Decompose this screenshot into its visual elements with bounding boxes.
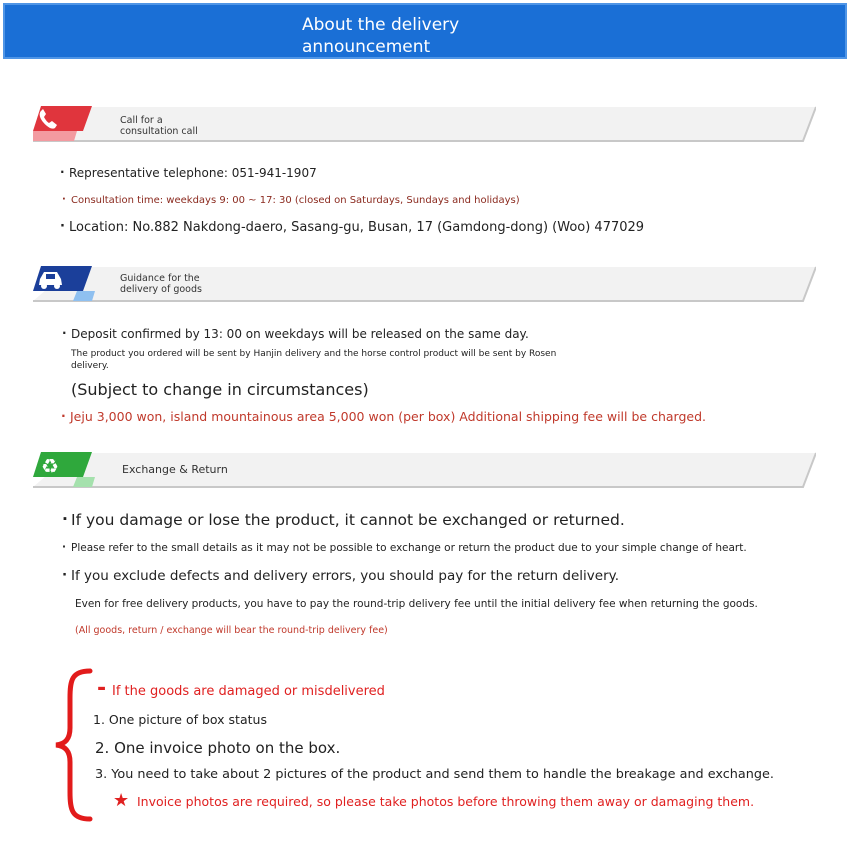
section-header-exchange (33, 452, 816, 489)
carrier-line-1: The product you ordered will be sent by Hanjin delivery and the horse control product will be sent by Rosen (71, 349, 557, 359)
section-header-call (33, 106, 816, 143)
dash-mark: - (97, 676, 107, 701)
step-1: 1. One picture of box status (93, 712, 267, 727)
section-label: Call for a consultation call (120, 115, 198, 137)
phone-icon (33, 106, 67, 134)
page-title: About the delivery announcement (302, 15, 460, 57)
brace-mark (52, 668, 97, 822)
consultation-hours-line: · Consultation time: weekdays 9: 00 ~ 17: 30 (closed on Saturdays, Sundays and holidays) (71, 195, 520, 206)
location-line: · Location: No.882 Nakdong-daero, Sasang-gu, Busan, 17 (Gamdong-dong) (Woo) 477029 (69, 220, 644, 235)
damaged-goods-heading: If the goods are damaged or misdelivered (112, 684, 385, 699)
deposit-line: · Deposit confirmed by 13: 00 on weekdays will be released on the same day. (71, 327, 529, 341)
recycle-icon (33, 452, 67, 480)
round-trip-fee-line: Even for free delivery products, you have to pay the round-trip delivery fee until the initial delivery fee when returning the goods. (75, 598, 758, 610)
section-label: Exchange & Return (122, 463, 228, 476)
return-fee-line: · If you exclude defects and delivery errors, you should pay for the return delivery. (71, 568, 619, 584)
extra-shipping-fee-line: · Jeju 3,000 won, island mountainous area 5,000 won (per box) Additional shipping fee will be charged. (70, 409, 706, 424)
truck-icon (33, 266, 67, 294)
section-header-delivery (33, 266, 816, 303)
small-details-line: · Please refer to the small details as it may not be possible to exchange or return the product due to your simple change of heart. (71, 542, 747, 554)
star-icon: ★ (113, 790, 130, 811)
damage-loss-line: · If you damage or lose the product, it cannot be exchanged or returned. (71, 511, 625, 529)
all-goods-note: (All goods, return / exchange will bear the round-trip delivery fee) (75, 625, 388, 636)
section-label: Guidance for the delivery of goods (120, 273, 202, 295)
carrier-line-2: delivery. (71, 361, 109, 371)
step-2: 2. One invoice photo on the box. (95, 739, 341, 757)
telephone-line: · Representative telephone: 051-941-1907 (69, 166, 317, 180)
invoice-photo-note: Invoice photos are required, so please take photos before throwing them away or damaging them. (137, 794, 755, 809)
header-banner (3, 3, 847, 59)
subject-to-change-line: (Subject to change in circumstances) (71, 380, 369, 399)
svg-text:♻: ♻ (41, 454, 59, 478)
step-3: 3. You need to take about 2 pictures of the product and send them to handle the breakage and exchange. (95, 767, 774, 782)
